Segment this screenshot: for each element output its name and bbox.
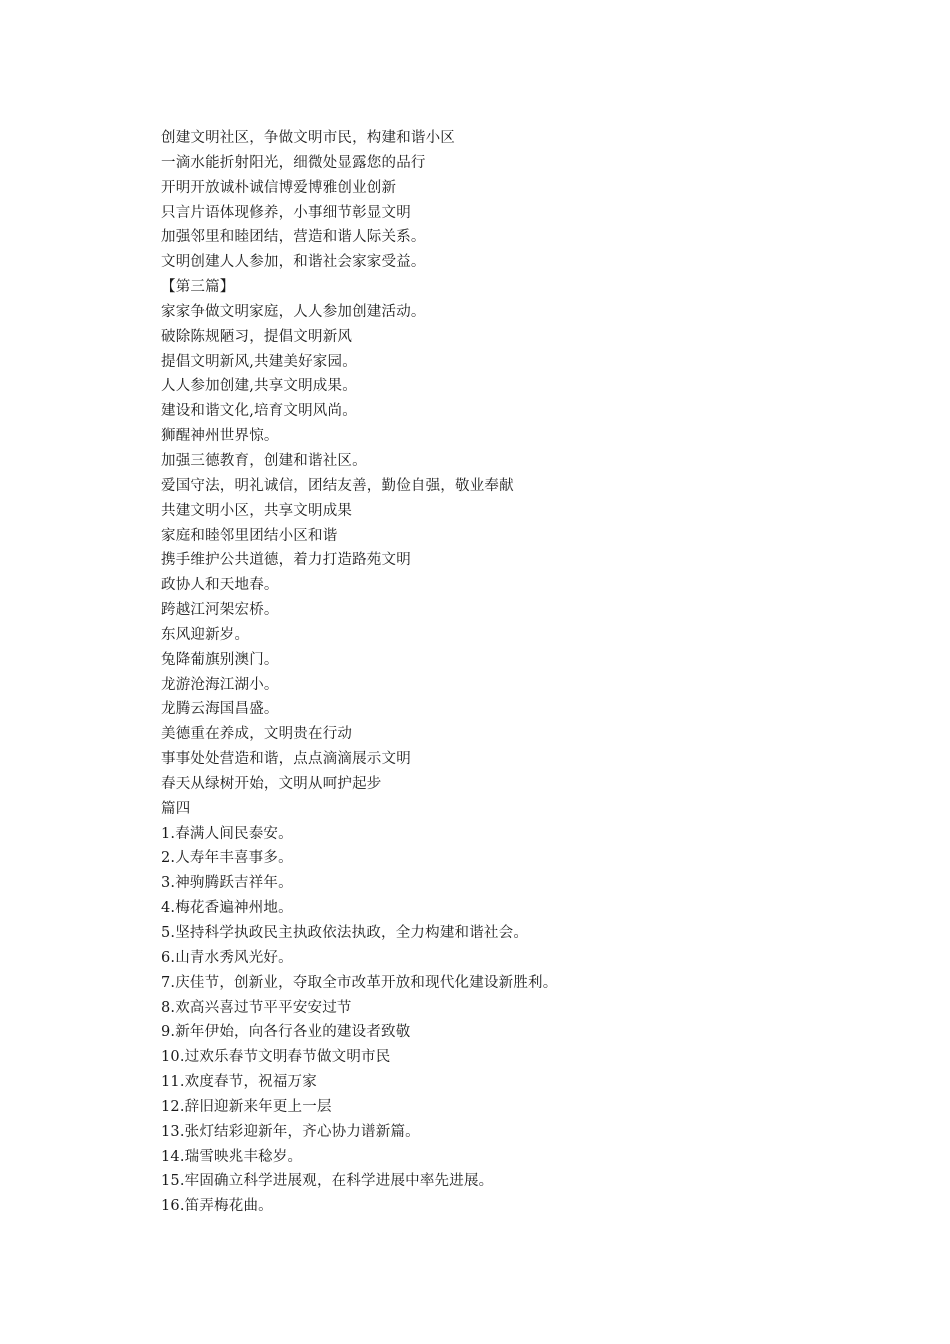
- text-line: 加强三德教育，创建和谐社区。: [161, 452, 367, 469]
- text-line: 建设和谐文化,培育文明风尚。: [161, 403, 357, 420]
- text-line: 创建文明社区，争做文明市民，构建和谐小区: [161, 130, 455, 146]
- text-line: 龙游沧海江湖小。: [161, 676, 279, 693]
- text-line: 跨越江河架宏桥。: [161, 602, 279, 619]
- text-line: 爱国守法，明礼诚信，团结友善，勤俭自强，敬业奉献: [161, 477, 514, 494]
- list-item: 7.庆佳节，创新业，夺取全市改革开放和现代化建设新胜利。: [161, 974, 558, 991]
- text-line: 家庭和睦邻里团结小区和谐: [161, 527, 338, 544]
- list-item: 13.张灯结彩迎新年，齐心协力谱新篇。: [161, 1123, 420, 1140]
- list-item: 9.新年伊始，向各行各业的建设者致敬: [161, 1024, 411, 1041]
- text-line: 兔降葡旗别澳门。: [161, 651, 279, 668]
- text-line: 加强邻里和睦团结，营造和谐人际关系。: [161, 229, 426, 246]
- text-line: 文明创建人人参加，和谐社会家家受益。: [161, 254, 426, 271]
- list-item: 3.神驹腾跃吉祥年。: [161, 875, 293, 892]
- list-item: 6.山青水秀风光好。: [161, 949, 293, 966]
- list-item: 1.春满人间民泰安。: [161, 825, 293, 842]
- text-line: 破除陈规陋习，提倡文明新风: [161, 328, 353, 345]
- text-line: 一滴水能折射阳光，细微处显露您的品行: [161, 154, 426, 171]
- list-item: 11.欢度春节，祝福万家: [161, 1074, 317, 1091]
- list-item: 15.牢固确立科学进展观，在科学进展中率先进展。: [161, 1173, 494, 1190]
- list-item: 14.瑞雪映兆丰稔岁。: [161, 1148, 303, 1165]
- text-line: 龙腾云海国昌盛。: [161, 701, 279, 718]
- text-line: 开明开放诚朴诚信博爱博雅创业创新: [161, 179, 397, 196]
- text-line: 提倡文明新风,共建美好家园。: [161, 353, 357, 370]
- text-line: 东风迎新岁。: [161, 626, 250, 643]
- list-item: 16.笛弄梅花曲。: [161, 1198, 273, 1215]
- list-item: 12.辞旧迎新来年更上一层: [161, 1098, 332, 1115]
- document-body: [161, 126, 881, 1219]
- list-item: 5.坚持科学执政民主执政依法执政，全力构建和谐社会。: [161, 925, 529, 941]
- section-heading-part-four: 篇四: [161, 800, 191, 817]
- text-line: 事事处处营造和谐，点点滴滴展示文明: [161, 751, 411, 768]
- list-item: 10.过欢乐春节文明春节做文明市民: [161, 1049, 391, 1066]
- list-item: 2.人寿年丰喜事多。: [161, 850, 293, 867]
- text-line: 家家争做文明家庭，人人参加创建活动。: [161, 303, 426, 320]
- text-line: 美德重在养成，文明贵在行动: [161, 726, 353, 743]
- text-line: 携手维护公共道德，着力打造路苑文明: [161, 552, 411, 569]
- list-item: 8.欢高兴喜过节平平安安过节: [161, 999, 352, 1016]
- text-line: 人人参加创建,共享文明成果。: [161, 378, 357, 395]
- text-line: 春天从绿树开始，文明从呵护起步: [161, 775, 382, 792]
- text-line: 政协人和天地春。: [161, 577, 279, 594]
- text-line: 狮醒神州世界惊。: [161, 428, 279, 445]
- section-heading-part-three: 【第三篇】: [161, 279, 235, 296]
- text-line: 共建文明小区，共享文明成果: [161, 502, 353, 519]
- text-line: 只言片语体现修养，小事细节彰显文明: [161, 204, 411, 221]
- list-item: 4.梅花香遍神州地。: [161, 900, 293, 917]
